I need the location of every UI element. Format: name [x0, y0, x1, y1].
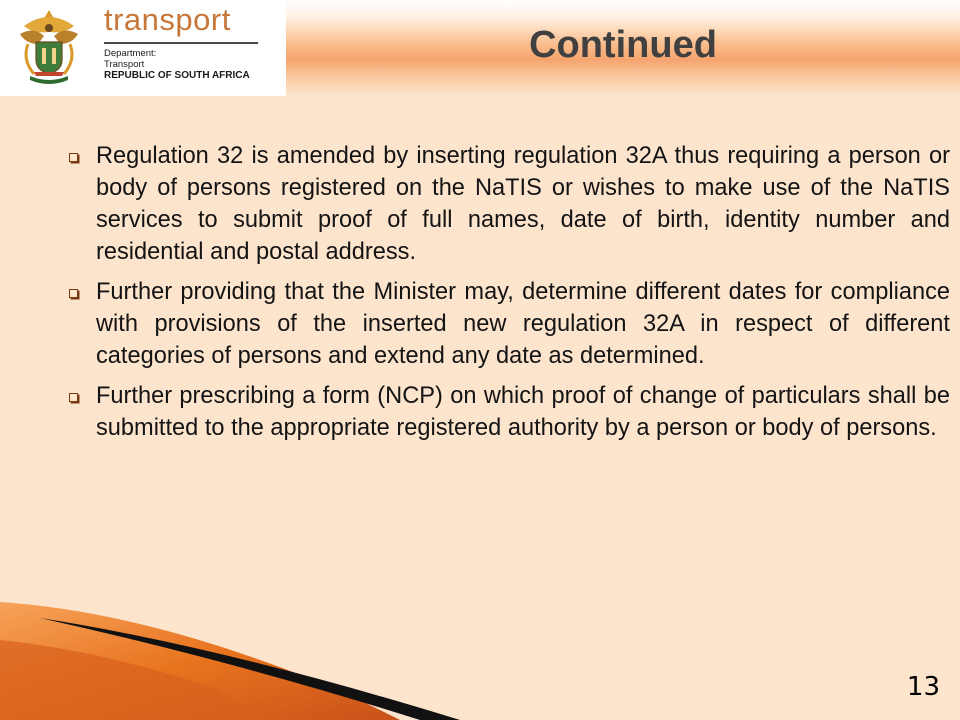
bullet-list: [66, 140, 950, 452]
slide-title: Continued: [529, 24, 717, 66]
corner-swoosh-decoration: [0, 580, 460, 720]
department-label: Department:: [104, 48, 157, 59]
brand-wordmark: transport: [104, 2, 231, 37]
logo-panel: [0, 0, 286, 96]
bullet-item: [66, 276, 950, 372]
bullet-text: Regulation 32 is amended by inserting regulation 32A thus requiring a person or body of persons registered on the NaTIS or wishes to make use of the NaTIS services to submit proof of full names, date of birth, identity number and residential and postal address.: [96, 143, 950, 265]
bullet-text: Further providing that the Minister may, determine different dates for compliance with provisions of the inserted new regulation 32A in respect of different categories of persons and extend any date as determined.: [96, 279, 950, 369]
bullet-text: Further prescribing a form (NCP) on which proof of change of particulars shall be submitted to the appropriate registered authority by a person or body of persons.: [96, 383, 950, 441]
brand-divider: [104, 42, 258, 44]
page-number: 13: [906, 672, 940, 702]
department-name: Transport: [104, 59, 145, 70]
coat-of-arms-icon: [14, 4, 84, 90]
country-name: REPUBLIC OF SOUTH AFRICA: [104, 70, 250, 81]
square-bullet-icon: [69, 393, 78, 402]
square-bullet-icon: [69, 289, 78, 298]
bullet-item: [66, 140, 950, 268]
bullet-item: [66, 380, 950, 444]
square-bullet-icon: [69, 153, 78, 162]
